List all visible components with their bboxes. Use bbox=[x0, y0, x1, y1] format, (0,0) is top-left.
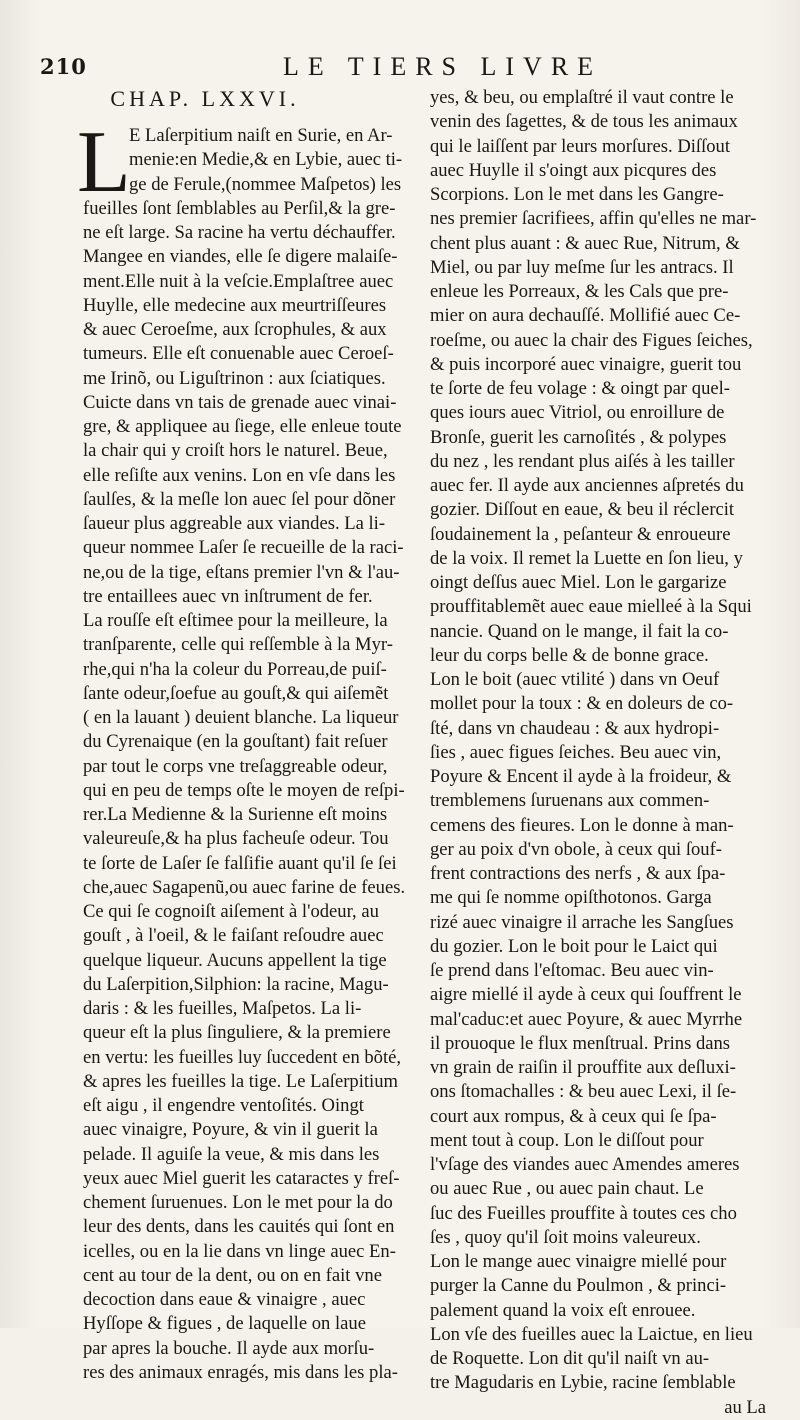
text-line: & apres les fueilles la tige. Le Laſerpitium bbox=[83, 1070, 398, 1092]
text-line: rhe,qui n'ha la coleur du Porreau,de puiſ- bbox=[83, 658, 387, 680]
text-line: par tout le corps vne treſaggreable odeur, bbox=[83, 755, 388, 777]
text-line: fueilles ſont ſemblables au Perſil,& la gre- bbox=[83, 197, 396, 219]
text-line: auec Huylle il s'oingt aux picqures des bbox=[430, 159, 717, 181]
text-line: nancie. Quand on le mange, il fait la co- bbox=[430, 620, 729, 642]
text-line: quelque liqueur. Aucuns appellent la tige bbox=[83, 949, 387, 971]
text-line: res des animaux enragés, mis dans les pla- bbox=[83, 1361, 398, 1383]
text-line: ſes , quoy qu'il ſoit moins valeureux. bbox=[430, 1226, 701, 1248]
text-line: pelade. Il aguiſe la veue, & mis dans les bbox=[83, 1143, 380, 1165]
text-line: mal'caduc:et auec Poyure, & auec Myrrhe bbox=[430, 1008, 743, 1030]
text-line: queur nommee Laſer ſe recueille de la raci- bbox=[83, 537, 404, 559]
text-line: ſies , auec figues ſeiches. Beu auec vin, bbox=[430, 741, 722, 763]
text-line: valeureuſe,& ha plus facheuſe odeur. Tou bbox=[83, 828, 389, 850]
text-line: me qui ſe nomme opiſthotonos. Garga bbox=[430, 887, 712, 909]
text-line: ou auec Rue , ou auec pain chaut. Le bbox=[430, 1178, 704, 1200]
text-line: queur eſt la plus ſinguliere, & la premiere bbox=[83, 1022, 391, 1044]
text-line: ques iours auec Vitriol, ou enroillure de bbox=[430, 402, 725, 424]
text-line: eſt aigu , il engendre ventoſités. Oingt bbox=[83, 1095, 364, 1116]
text-line: qui le laiſſent par leurs morſures. Diſſout bbox=[430, 135, 731, 157]
text-line: ger au poix d'vn obole, à ceux qui ſouf- bbox=[430, 838, 722, 860]
text-line: vn grain de raiſin il prouffite aux deſluxi- bbox=[430, 1057, 736, 1078]
text-line: du gozier. Lon le boit pour le Laict qui bbox=[430, 935, 718, 957]
text-line: ne eſt large. Sa racine ha vertu déchauffer. bbox=[83, 222, 396, 243]
text-line: rer.La Medienne & la Surienne eſt moins bbox=[83, 804, 388, 825]
text-line: ſuc des Fueilles prouffite à toutes ces cho bbox=[430, 1202, 737, 1224]
text-line: Scorpions. Lon le met dans les Gangre- bbox=[430, 184, 724, 205]
text-line: te ſorte de Laſer ſe falſifie auant qu'il ſe ſei bbox=[83, 852, 397, 874]
text-line: mollet pour la toux : & en doleurs de co- bbox=[430, 693, 734, 715]
text-line: du nez , les rendant plus aiſés à les tailler bbox=[430, 450, 735, 472]
text-line: che,auec Sagapenũ,ou auec farine de feues. bbox=[83, 876, 406, 898]
text-line: mier on aura dechauſſé. Mollifié auec Ce- bbox=[430, 305, 741, 327]
text-line: ge de Ferule,(nommee Maſpetos) les bbox=[129, 173, 402, 195]
text-line: roeſme, ou auec la chair des Figues ſeiches, bbox=[430, 329, 753, 351]
right-column bbox=[430, 86, 766, 1420]
text-line: chent plus auant : & auec Rue, Nitrum, & bbox=[430, 232, 740, 254]
text-line: ſaulſes, & la meſle lon auec ſel pour dõner bbox=[83, 488, 396, 510]
text-line: il prouoque le flux menſtrual. Prins dans bbox=[430, 1032, 731, 1054]
text-line: ſe prend dans l'eſtomac. Beu auec vin- bbox=[430, 960, 714, 981]
page-header bbox=[40, 52, 780, 86]
text-line: chement ſuruenues. Lon le met pour la do bbox=[83, 1192, 393, 1213]
text-line: ment.Elle nuit à la veſcie.Emplaſtree auec bbox=[83, 270, 394, 292]
page-number: 210 bbox=[40, 54, 87, 79]
text-line: ons ſtomachalles : & beu auec Lexi, il ſe- bbox=[430, 1081, 737, 1103]
text-line: ( en la lauant ) deuient blanche. La liqueur bbox=[83, 707, 399, 728]
text-line: tre Magudaris en Lybie, racine ſemblable bbox=[430, 1372, 736, 1394]
text-line: E Laſerpitium naiſt en Surie, en Ar- bbox=[129, 125, 393, 146]
text-line: me Irinõ, ou Liguſtrinon : aux ſciatiques. bbox=[83, 367, 386, 389]
left-text bbox=[77, 114, 413, 1385]
text-line: cent au tour de la dent, ou on en fait vne bbox=[83, 1264, 382, 1286]
text-line: & auec Ceroeſme, aux ſcrophules, & aux bbox=[83, 319, 387, 340]
text-line: en vertu: les fueilles luy ſuccedent en bõté, bbox=[83, 1046, 402, 1068]
text-line: enleue les Porreaux, & les Cals que pre- bbox=[430, 281, 729, 302]
text-line: La rouſſe eſt eſtimee pour la meilleure, la bbox=[83, 610, 388, 631]
text-line: ſaueur plus aggreable aux viandes. La li- bbox=[83, 513, 386, 534]
text-line: la chair qui y croiſt hors le naturel. Beue, bbox=[83, 440, 388, 462]
text-line: par apres la bouche. Il ayde aux morſu- bbox=[83, 1337, 375, 1359]
text-line: Ce qui ſe cognoiſt aiſement à l'odeur, au bbox=[83, 901, 379, 922]
text-line: yeux auec Miel guerit les cataractes y freſ- bbox=[83, 1167, 400, 1189]
text-line: leur du corps belle & de bonne grace. bbox=[430, 644, 709, 666]
text-line: palement quand la voix eſt enrouee. bbox=[430, 1299, 696, 1321]
text-line: Poyure & Encent il ayde à la froideur, & bbox=[430, 766, 732, 787]
text-line: du Cyrenaique (en la gouſtant) fait reſuer bbox=[83, 731, 388, 753]
text-line: Hyſſope & figues , de laquelle on laue bbox=[83, 1313, 366, 1335]
text-line: court aux rompus, & à ceux qui ſe ſpa- bbox=[430, 1105, 717, 1127]
text-line: gozier. Diſſout en eaue, & beu il réclercit bbox=[430, 499, 735, 521]
text-line: & puis incorporé auec vinaigre, guerit tou bbox=[430, 353, 742, 375]
text-line: frent contractions des nerfs , & aux ſpa- bbox=[430, 863, 726, 884]
text-line: aigre miellé il ayde à ceux qui ſouffrent le bbox=[430, 984, 742, 1006]
text-line: du Laſerpition,Silphion: la racine, Magu- bbox=[83, 973, 389, 995]
text-line: Bronſe, guerit les carnoſités , & polypes bbox=[430, 426, 727, 448]
text-line: tremblemens ſuruenans aux commen- bbox=[430, 790, 710, 812]
text-line: ſoudainement la , peſanteur & enroueure bbox=[430, 523, 731, 545]
text-line: tranſparente, celle qui reſſemble à la Myr- bbox=[83, 634, 393, 656]
text-line: de la voix. Il remet la Luette en ſon lieu, y bbox=[430, 547, 743, 569]
running-title: LE TIERS LIVRE bbox=[283, 52, 603, 81]
text-line: Cuicte dans vn tais de grenade auec vinai- bbox=[83, 391, 397, 413]
text-line: tre entaillees auec vn inſtrument de fer. bbox=[83, 585, 373, 607]
chapter-title: CHAP. LXXVI. bbox=[110, 86, 300, 111]
catchword: au La bbox=[724, 1396, 766, 1418]
text-line: leur des dents, dans les cauités qui ſont en bbox=[83, 1216, 395, 1238]
text-line: Huylle, elle medecine aux meurtriſſeures bbox=[83, 294, 387, 316]
text-line: gre, & appliquee au ſiege, elle enleue toute bbox=[83, 416, 402, 437]
left-column bbox=[77, 86, 413, 1385]
text-line: prouffitablemẽt auec eaue mielleé à la Squi bbox=[430, 596, 752, 618]
text-line: auec vinaigre, Poyure, & vin il guerit la bbox=[83, 1119, 378, 1141]
text-line: Lon vſe des fueilles auec la Laictue, en lieu bbox=[430, 1323, 753, 1345]
text-line: oingt deſſus auec Miel. Lon le gargarize bbox=[430, 572, 727, 593]
text-line: qui en peu de temps oſte le moyen de reſpi- bbox=[83, 779, 405, 801]
text-line: Lon le mange auec vinaigre miellé pour bbox=[430, 1251, 727, 1272]
text-line: nes premier ſacrifiees, affin qu'elles ne mar- bbox=[430, 208, 757, 230]
text-line: purger la Canne du Poulmon , & princi- bbox=[430, 1275, 727, 1297]
text-line: ment tout à coup. Lon le diſſout pour bbox=[430, 1129, 704, 1151]
text-line: auec fer. Il ayde aux anciennes aſpretés du bbox=[430, 475, 744, 496]
text-line: ſante odeur,ſoefue au gouſt,& qui aiſemẽt bbox=[83, 682, 389, 704]
text-line: venin des ſagettes, & de tous les animaux bbox=[430, 111, 738, 133]
text-line: icelles, ou en la lie dans vn linge auec En- bbox=[83, 1240, 396, 1262]
text-line: daris : & les fueilles, Maſpetos. La li- bbox=[83, 998, 362, 1019]
text-line: yes, & beu, ou emplaſtré il vaut contre le bbox=[430, 87, 734, 108]
text-line: Lon le boit (auec vtilité ) dans vn Oeuf bbox=[430, 669, 720, 690]
text-line: cemens des fieures. Lon le donne à man- bbox=[430, 814, 734, 836]
text-line: ne,ou de la tige, eſtans premier l'vn & l'au- bbox=[83, 561, 400, 583]
text-line: elle reſiſte aux venins. Lon en vſe dans les bbox=[83, 464, 396, 486]
dropcap-letter: L bbox=[77, 114, 131, 211]
text-line: gouſt , à l'oeil, & le faiſant reſoudre auec bbox=[83, 925, 384, 947]
text-line: tumeurs. Elle eſt conuenable auec Ceroeſ- bbox=[83, 343, 394, 365]
text-line: l'vſage des viandes auec Amendes ameres bbox=[430, 1154, 740, 1175]
text-line: ſté, dans vn chaudeau : & aux hydropi- bbox=[430, 717, 720, 739]
text-line: de Roquette. Lon dit qu'il naiſt vn au- bbox=[430, 1348, 710, 1369]
text-line: rizé auec vinaigre il arrache les Sangſues bbox=[430, 911, 734, 933]
text-line: menie:en Medie,& en Lybie, auec ti- bbox=[129, 149, 403, 171]
text-line: decoction dans eaue & vinaigre , auec bbox=[83, 1289, 366, 1310]
text-line: Mangee en viandes, elle ſe digere malaiſe- bbox=[83, 246, 398, 268]
text-line: Miel, ou par luy meſme ſur les antracs. Il bbox=[430, 256, 734, 278]
text-line: te ſorte de feu volage : & oingt par quel- bbox=[430, 378, 730, 399]
